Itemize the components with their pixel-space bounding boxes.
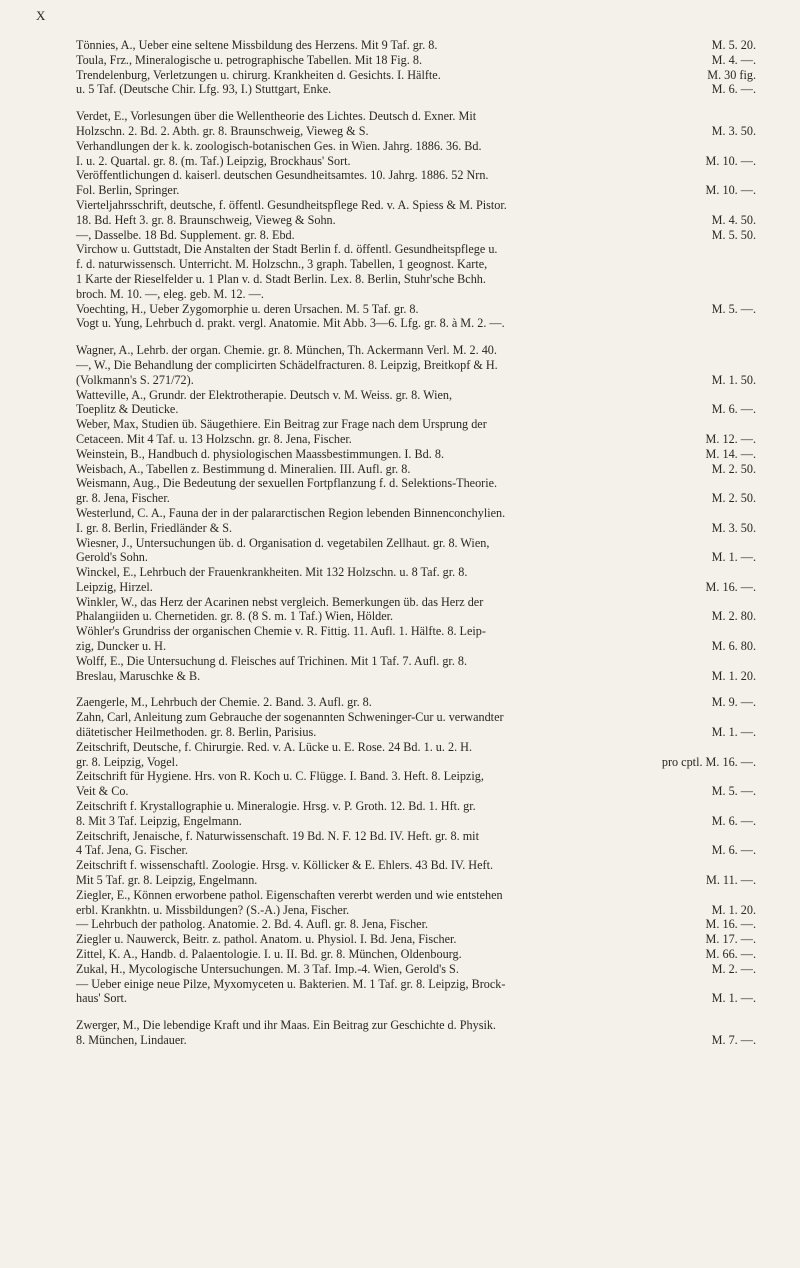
entry-line [76,212,756,228]
entry-price: M. 2. 50. [711,461,756,476]
entry-text: zig, Duncker u. H. [76,639,167,654]
entry-price: M. 6. —. [711,813,756,828]
entry-line [76,387,756,403]
entry-line [76,301,756,317]
entry-price: M. 1. —. [711,550,756,565]
entry-price: M. 2. —. [711,961,756,976]
entry-text: Zeitschrift, Jenaische, f. Naturwissenschaft. 19 Bd. N. F. 12 Bd. IV. Heft. gr. 8. mit [76,828,479,843]
catalog-entry [76,388,756,418]
entry-text: Weisbach, A., Tabellen z. Bestimmung d. Mineralien. III. Aufl. gr. 8. [76,461,411,476]
entry-price: M. 4. —. [711,52,756,67]
entry-text: Weber, Max, Studien üb. Säugethiere. Ein Beitrag zur Frage nach dem Ursprung der [76,417,487,432]
entry-text: Zeitschrift f. Krystallographie u. Mineralogie. Hrsg. v. P. Groth. 12. Bd. 1. Hft. gr. [76,799,476,814]
entry-text: Fol. Berlin, Springer. [76,183,180,198]
catalog-entry [76,68,756,98]
entry-line [76,695,756,710]
entry-price: M. 2. 50. [711,491,756,506]
entry-text: —, W., Die Behandlung der complicirten Schädelfracturen. 8. Leipzig, Breitkopf & H. [76,357,498,372]
entry-line [76,976,756,992]
entry-text: Wagner, A., Lehrb. der organ. Chemie. gr. 8. München, Th. Ackermann Verl. M. 2. 40. [76,343,497,358]
catalog-entry [76,462,756,477]
catalog-entry [76,947,756,962]
catalog-entry [76,447,756,462]
entry-price: M. 1. 20. [711,668,756,683]
entry-text: —, Dasselbe. 18 Bd. Supplement. gr. 8. Ebd. [76,227,295,242]
entry-text: 8. Mit 3 Taf. Leipzig, Engelmann. [76,813,242,828]
entry-line [76,947,756,962]
entry-text: Tönnies, A., Ueber eine seltene Missbildung des Herzens. Mit 9 Taf. gr. 8. [76,38,438,52]
entry-price: M. 6. 80. [711,639,756,654]
entry-text: gr. 8. Jena, Fischer. [76,491,170,506]
catalog-entry [76,506,756,536]
entry-price: M. 16. —. [705,579,756,594]
entry-line [76,932,756,947]
entry-list [76,12,756,1048]
entry-text: Verhandlungen der k. k. zoologisch-botanischen Ges. in Wien. Jahrg. 1886. 36. Bd. [76,138,482,153]
catalog-entry [76,343,756,358]
entry-text: 18. Bd. Heft 3. gr. 8. Braunschweig, Vieweg & Sohn. [76,212,336,227]
entry-line [76,710,756,725]
entry-line [76,138,756,154]
entry-line [76,828,756,844]
entry-price: M. 5. —. [711,784,756,799]
entry-line [76,168,756,183]
entry-text: Leipzig, Hirzel. [76,579,153,594]
catalog-entry [76,536,756,566]
catalog-entry [76,595,756,625]
entry-line [76,668,756,684]
entry-line [76,197,756,213]
entry-text: Veit & Co. [76,784,129,799]
catalog-entry [76,476,756,506]
entry-line [76,52,756,68]
catalog-entry [76,109,756,139]
entry-line [76,961,756,977]
entry-line [76,316,756,331]
entry-price: M. 2. 80. [711,609,756,624]
entry-line [76,109,756,124]
entry-price: M. 66. —. [705,947,756,962]
entry-line [76,739,756,755]
entry-price: M. 6. —. [711,402,756,417]
entry-text: Trendelenburg, Verletzungen u. chirurg. Krankheiten d. Gesichts. I. Hälfte. [76,67,441,82]
catalog-entry [76,654,756,684]
entry-text: Wöhler's Grundriss der organischen Chemie v. R. Fittig. 11. Aufl. 1. Hälfte. 8. Leip- [76,624,486,639]
entry-text: Toeplitz & Deuticke. [76,402,179,417]
entry-text: Mit 5 Taf. gr. 8. Leipzig, Engelmann. [76,873,258,888]
entry-text: u. 5 Taf. (Deutsche Chir. Lfg. 93, I.) Stuttgart, Enke. [76,82,332,97]
entry-line [76,402,756,417]
entry-price: M. 17. —. [705,932,756,947]
entry-text: Zeitschrift für Hygiene. Hrs. von R. Koch u. C. Flügge. I. Band. 3. Heft. 8. Leipzig, [76,769,484,784]
entry-line [76,887,756,903]
entry-line [76,123,756,139]
page-marker: X [36,8,46,23]
entry-line [76,784,756,799]
catalog-entry [76,858,756,888]
entry-line [76,476,756,491]
catalog-entry [76,962,756,1006]
entry-line [76,873,756,888]
catalog-entry [76,695,756,710]
entry-text: Weismann, Aug., Die Bedeutung der sexuellen Fortpflanzung f. d. Selektions-Theorie. [76,476,498,491]
entry-price: M. 4. 50. [711,212,756,227]
entry-text: I. gr. 8. Berlin, Friedländer & S. [76,520,233,535]
entry-text: Weinstein, B., Handbuch d. physiologischen Maassbestimmungen. I. Bd. 8. [76,446,444,461]
entry-text: erbl. Krankhtn. u. Missbildungen? (S.-A.) Jena, Fischer. [76,902,350,917]
entry-line [76,153,756,169]
entry-line [76,357,756,373]
entry-text: Zukal, H., Mycologische Untersuchungen. M. 3 Taf. Imp.-4. Wien, Gerold's S. [76,961,459,976]
entry-line [76,535,756,551]
entry-text: haus' Sort. [76,991,127,1006]
entry-text: Westerlund, C. A., Fauna der in der palararctischen Region lebenden Binnenconchylien. [76,505,506,520]
entry-text: broch. M. 10. —, eleg. geb. M. 12. —. [76,286,264,301]
entry-line [76,639,756,654]
catalog-entry [76,1018,756,1048]
entry-text: — Lehrbuch der patholog. Anatomie. 2. Bd. 4. Aufl. gr. 8. Jena, Fischer. [76,917,429,932]
catalog-entry [76,710,756,740]
entry-text: I. u. 2. Quartal. gr. 8. (m. Taf.) Leipzig, Brockhaus' Sort. [76,153,351,168]
entry-price: M. 3. 50. [711,123,756,138]
catalog-entry [76,829,756,859]
entry-line [76,417,756,432]
entry-price: M. 10. —. [705,183,756,198]
entry-line [76,609,756,624]
entry-line [76,1018,756,1033]
catalog-entry [76,38,756,53]
entry-price: M. 6. —. [711,843,756,858]
entry-line [76,799,756,814]
entry-price: M. 5. 50. [711,227,756,242]
entry-text: Cetaceen. Mit 4 Taf. u. 13 Holzschn. gr. 8. Jena, Fischer. [76,431,352,446]
catalog-entry [76,168,756,198]
entry-text: Virchow u. Guttstadt, Die Anstalten der Stadt Berlin f. d. öffentl. Gesundheitspflege u. [76,242,498,257]
entry-price: M. 1. —. [711,725,756,740]
entry-line [76,902,756,918]
entry-text: 4 Taf. Jena, G. Fischer. [76,843,188,858]
entry-text: Vogt u. Yung, Lehrbuch d. prakt. vergl. Anatomie. Mit Abb. 3—6. Lfg. gr. 8. à M. 2. —. [76,316,505,331]
entry-price: M. 1. —. [711,991,756,1006]
entry-line [76,82,756,97]
entry-text: — Ueber einige neue Pilze, Myxomyceten u. Bakterien. M. 1 Taf. gr. 8. Leipzig, Brock- [76,976,506,991]
catalog-entry [76,740,756,770]
entry-text: Ziegler, E., Können erworbene pathol. Eigenschaften vererbt werden und wie entstehen [76,887,503,902]
entry-price: M. 11. —. [706,873,756,888]
entry-text: Zittel, K. A., Handb. d. Palaentologie. I. u. II. Bd. gr. 8. München, Oldenbourg. [76,947,462,962]
catalog-entry [76,198,756,242]
entry-line [76,67,756,83]
catalog-entry [76,769,756,799]
entry-line [76,754,756,770]
entry-line [76,257,756,272]
catalog-entry [76,417,756,447]
entry-line [76,227,756,243]
entry-text: Vierteljahrsschrift, deutsche, f. öffentl. Gesundheitspflege Red. v. A. Spiess & M. Pistor. [76,197,507,212]
catalog-entry [76,932,756,947]
entry-text: Breslau, Maruschke & B. [76,668,201,683]
catalog-entry [76,316,756,331]
entry-price: M. 3. 50. [711,520,756,535]
catalog-entry [76,888,756,932]
entry-price: M. 9. —. [711,695,756,710]
catalog-entry [76,358,756,388]
entry-text: Toula, Frz., Mineralogische u. petrographische Tabellen. Mit 18 Fig. 8. [76,52,423,67]
entry-text: Zwerger, M., Die lebendige Kraft und ihr Maas. Ein Beitrag zur Geschichte d. Physik. [76,1018,496,1033]
entry-line [76,579,756,595]
entry-line [76,491,756,506]
entry-price: M. 16. —. [705,917,756,932]
entry-text: Winkler, W., das Herz der Acarinen nebst vergleich. Bemerkungen üb. das Herz der [76,594,484,609]
entry-price: M. 30 fig. [707,67,756,82]
entry-price: M. 14. —. [705,446,756,461]
entry-line [76,653,756,669]
catalog-entry [76,624,756,654]
entry-line [76,624,756,639]
entry-text: gr. 8. Leipzig, Vogel. [76,754,179,769]
entry-line [76,1033,756,1048]
entry-price: M. 5. 20. [711,38,756,52]
entry-line [76,505,756,521]
entry-text: Zahn, Carl, Anleitung zum Gebrauche der sogenannten Schweninger-Cur u. verwandter [76,710,504,725]
entry-line [76,917,756,932]
entry-text: Holzschn. 2. Bd. 2. Abth. gr. 8. Braunschweig, Vieweg & S. [76,123,369,138]
entry-price: M. 10. —. [705,153,756,168]
catalog-entry [76,302,756,317]
entry-line [76,594,756,610]
catalog-entry [76,799,756,829]
entry-text: (Volkmann's S. 271/72). [76,372,194,387]
entry-price: M. 12. —. [705,431,756,446]
entry-line [76,991,756,1006]
entry-line [76,550,756,565]
entry-line [76,461,756,477]
entry-price: M. 1. 50. [711,372,756,387]
entry-line [76,343,756,358]
entry-line [76,520,756,536]
entry-price: M. 6. —. [711,82,756,97]
entry-line [76,431,756,447]
entry-text: Zaengerle, M., Lehrbuch der Chemie. 2. Band. 3. Aufl. gr. 8. [76,695,372,710]
entry-price: pro cptl. M. 16. —. [661,754,756,769]
entry-line [76,271,756,287]
entry-text: 1 Karte der Rieselfelder u. 1 Plan v. d. Stadt Berlin. Lex. 8. Berlin, Stuhr'sche Bchh. [76,271,486,286]
entry-line [76,858,756,873]
entry-text: Ziegler u. Nauwerck, Beitr. z. pathol. Anatom. u. Physiol. I. Bd. Jena, Fischer. [76,932,457,947]
catalog-entry [76,53,756,68]
entry-text: Wiesner, J., Untersuchungen üb. d. Organisation d. vegetabilen Zellhaut. gr. 8. Wien, [76,535,490,550]
entry-line [76,183,756,198]
entry-price: M. 5. —. [711,301,756,316]
entry-text: f. d. naturwissensch. Unterricht. M. Holzschn., 3 graph. Tabellen, 1 geognost. Karte, [76,257,488,272]
entry-line [76,843,756,858]
entry-text: Zeitschrift f. wissenschaftl. Zoologie. Hrsg. v. Köllicker & E. Ehlers. 43 Bd. IV. Heft. [76,858,493,873]
catalog-entry [76,139,756,169]
entry-price: M. 7. —. [711,1033,756,1047]
entry-line [76,286,756,302]
entry-text: Phalangiiden u. Chernetiden. gr. 8. (8 S. m. 1 Taf.) Wien, Hölder. [76,609,394,624]
entry-line [76,38,756,53]
entry-line [76,242,756,257]
catalog-entry [76,565,756,595]
entry-text: 8. München, Lindauer. [76,1033,187,1047]
entry-text: Watteville, A., Grundr. der Elektrotherapie. Deutsch v. M. Weiss. gr. 8. Wien, [76,387,453,402]
entry-text: Zeitschrift, Deutsche, f. Chirurgie. Red. v. A. Lücke u. E. Rose. 24 Bd. 1. u. 2. H. [76,739,473,754]
entry-line [76,725,756,740]
entry-line [76,372,756,388]
entry-text: Winckel, E., Lehrbuch der Frauenkrankheiten. Mit 132 Holzschn. u. 8 Taf. gr. 8. [76,565,468,580]
entry-text: Gerold's Sohn. [76,550,148,565]
entry-text: Voechting, H., Ueber Zygomorphie u. deren Ursachen. M. 5 Taf. gr. 8. [76,301,419,316]
entry-line [76,565,756,580]
entry-line [76,769,756,784]
entry-text: Veröffentlichungen d. kaiserl. deutschen Gesundheitsamtes. 10. Jahrg. 1886. 52 Nrn. [76,168,489,183]
entry-line [76,446,756,462]
catalog-entry [76,242,756,301]
entry-text: Verdet, E., Vorlesungen über die Wellentheorie des Lichtes. Deutsch d. Exner. Mit [76,109,477,124]
entry-text: Wolff, E., Die Untersuchung d. Fleisches auf Trichinen. Mit 1 Taf. 7. Aufl. gr. 8. [76,653,468,668]
entry-price: M. 1. 20. [711,902,756,917]
entry-line [76,813,756,829]
entry-text: diätetischer Heilmethoden. gr. 8. Berlin, Parisius. [76,725,317,740]
